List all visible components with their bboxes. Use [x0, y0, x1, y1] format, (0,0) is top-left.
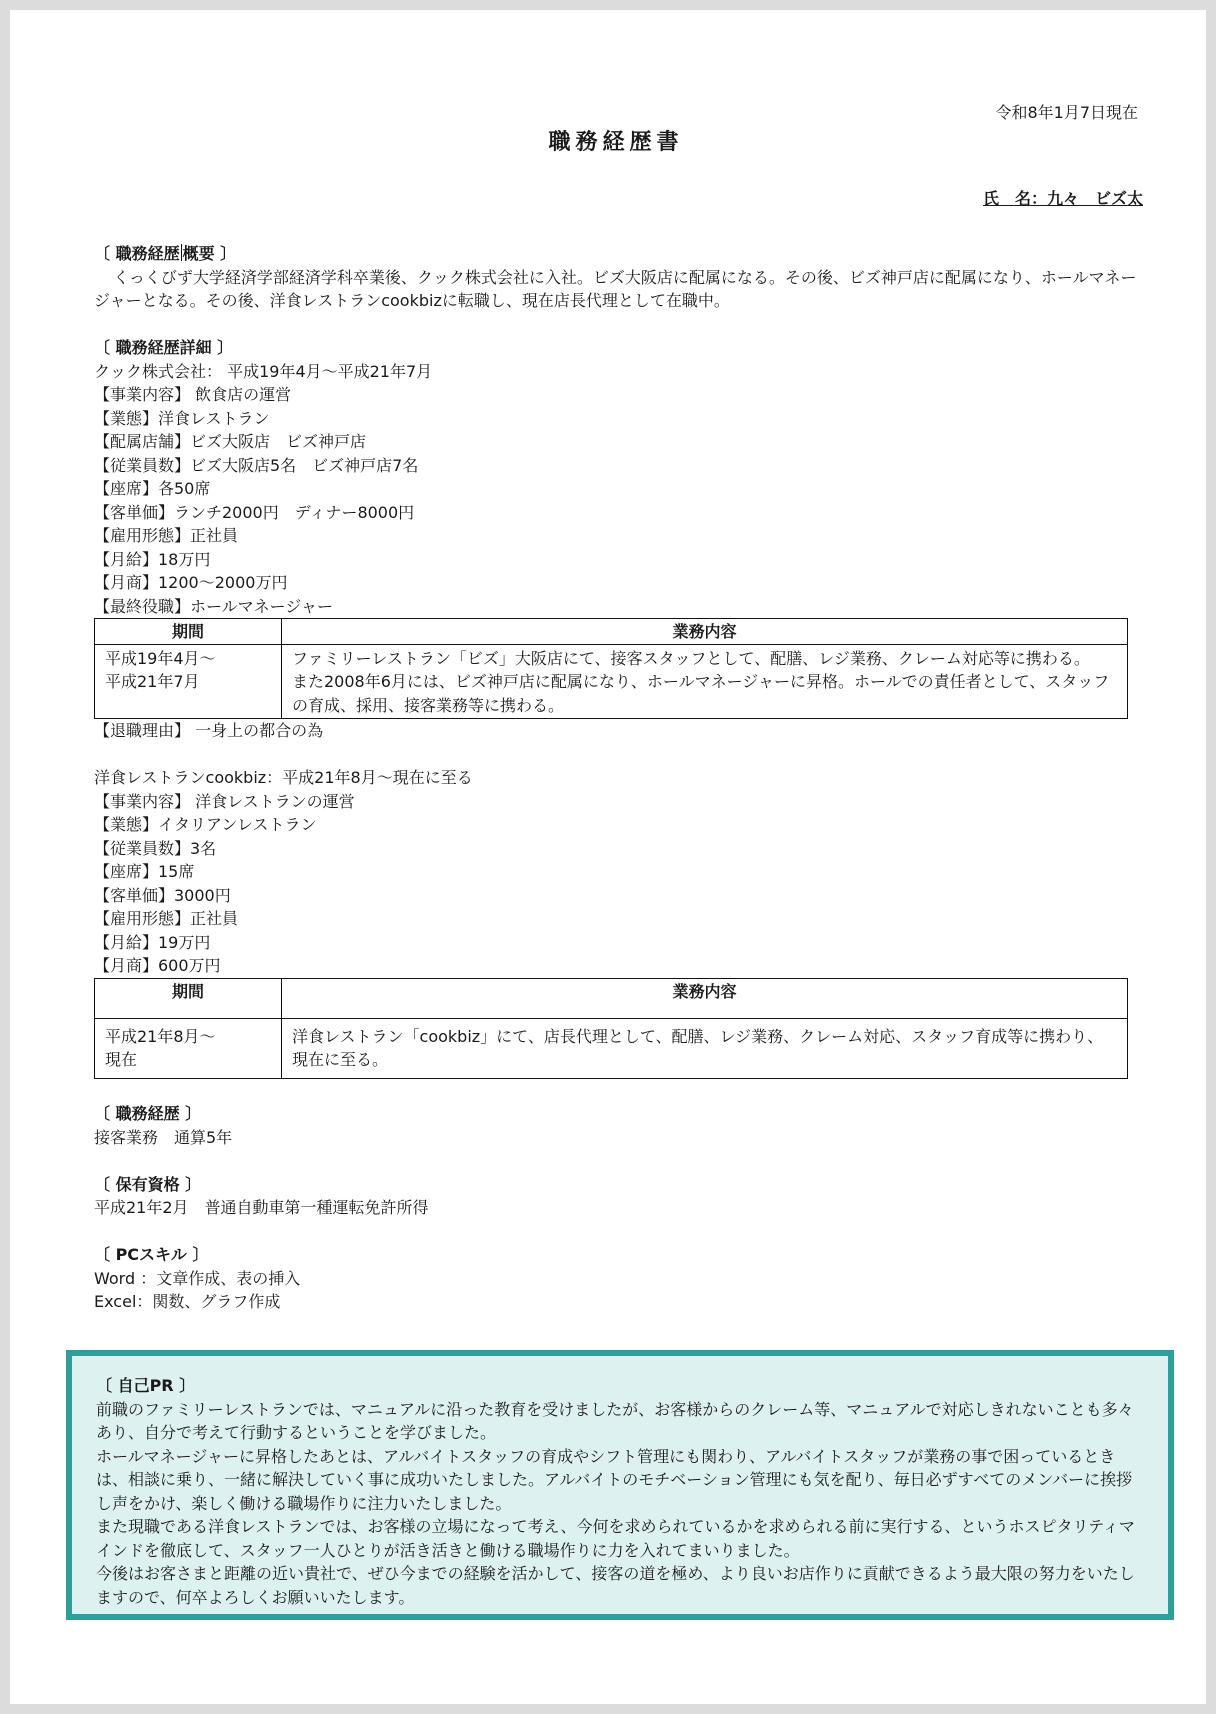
content-cell [282, 1018, 1128, 1078]
experience-text: 接客業務 通算5年 [94, 1127, 233, 1147]
company2-info-line: 【従業員数】3名 [94, 838, 217, 858]
period-end: 現在 [105, 1050, 138, 1069]
company1-career-table [94, 618, 1128, 719]
document-page [10, 10, 1206, 1704]
company1-info-line: 【配属店舗】ビズ大阪店 ビズ神戸店 [94, 432, 367, 451]
spacer [94, 1220, 1138, 1244]
summary-heading-part2: 概要 〕 [182, 244, 237, 263]
company2-info-line: 【客単価】3000円 [94, 885, 231, 905]
table-header-row [95, 978, 1128, 1018]
text-cursor [181, 244, 182, 261]
document-title: 職務経歴書 [548, 130, 684, 155]
period-start: 平成19年4月～ [105, 648, 216, 668]
content-paragraph: また2008年6月には、ビズ神戸店に配属になり、ホールマネージャーに昇格。ホールでの責任者として、スタッフの育成、採用、接客業務等に携わる。 [292, 672, 1110, 715]
pc-skill-line: Excel：関数、グラフ作成 [94, 1292, 281, 1311]
company2-career-table [94, 978, 1128, 1079]
company1-header: クック株式会社： 平成19年4月～平成21年7月 [94, 361, 433, 381]
period-end: 平成21年7月 [105, 672, 200, 691]
self-pr-paragraph: 今後はお客さまと距離の近い貴社で、ぜひ今までの経験を活かして、接客の道を極め、より良いお店作りに貢献できるよう最大限の努力をいたしますので、何卒よろしくお願いいたします。 [96, 1564, 1135, 1607]
company2-info-line: 【業態】イタリアンレストラン [94, 815, 317, 834]
content-paragraph: 洋食レストラン「cookbiz」にて、店長代理として、配膳、レジ業務、クレーム対応、スタッフ育成等に携わり、現在に至る。 [292, 1026, 1104, 1069]
company1-resignation: 【退職理由】 一身上の都合の為 [94, 721, 324, 740]
company2-info-line: 【座席】15席 [94, 862, 195, 881]
pc-skills-heading: 〔 PCスキル 〕 [94, 1245, 209, 1264]
period-cell [95, 1018, 282, 1078]
company1-info-line: 【月商】1200～2000万円 [94, 573, 288, 592]
self-pr-paragraph: また現職である洋食レストランでは、お客様の立場になって考え、今何を求められているかを求められる前に実行する、というホスピタリティマインドを徹底して、スタッフ一人ひとりが活き活きと働ける職場作りに力を入れてまいりました。 [96, 1517, 1135, 1560]
applicant-name: 氏 名：九々 ビズ太 [982, 189, 1143, 208]
company2-header: 洋食レストランcookbiz：平成21年8月～現在に至る [94, 768, 473, 787]
company2-info-list [94, 790, 1138, 978]
table-row [95, 1018, 1128, 1078]
qualifications-text: 平成21年2月 普通自動車第一種運転免許所得 [94, 1198, 429, 1217]
document-date: 令和8年1月7日現在 [995, 103, 1138, 122]
table-header-row [95, 619, 1128, 645]
spacer [94, 313, 1138, 337]
content-paragraph: ファミリーレストラン「ビズ」大阪店にて、接客スタッフとして、配膳、レジ業務、クレーム対応等に携わる。 [292, 648, 1090, 668]
company1-info-list [94, 383, 1138, 618]
details-heading: 〔 職務経歴詳細 〕 [94, 338, 234, 357]
qualifications-heading: 〔 保有資格 〕 [94, 1174, 202, 1194]
summary-heading [94, 242, 1138, 266]
company1-info-line: 【最終役職】ホールマネージャー [94, 596, 334, 616]
company1-info-line: 【業態】洋食レストラン [94, 408, 270, 428]
summary-heading-part1: 〔 職務経歴 [94, 244, 180, 263]
company1-info-line: 【事業内容】 飲食店の運営 [94, 385, 292, 404]
period-start: 平成21年8月～ [105, 1026, 216, 1046]
experience-heading: 〔 職務経歴 〕 [94, 1104, 202, 1123]
company2-info-line: 【月給】19万円 [94, 932, 211, 952]
company1-info-line: 【月給】18万円 [94, 549, 211, 569]
spacer [94, 743, 1138, 767]
self-pr-paragraph: 前職のファミリーレストランでは、マニュアルに沿った教育を受けましたが、お客様からのクレーム等、マニュアルで対応しきれないことも多々あり、自分で考えて行動するということを学びました。 [96, 1399, 1134, 1442]
company2-info-line: 【雇用形態】正社員 [94, 909, 239, 928]
content-column-header: 業務内容 [282, 978, 1128, 1018]
spacer [94, 1149, 1138, 1173]
pc-skill-line: Word ：文章作成、表の挿入 [94, 1268, 301, 1288]
summary-text: くっくびず大学経済学部経済学科卒業後、クック株式会社に入社。ビズ大阪店に配属になる。その後、ビズ神戸店に配属になり、ホールマネージャーとなる。その後、洋食レストランcookbizに転職し、現在店長代理として在職中。 [94, 267, 1137, 310]
table-row [95, 644, 1128, 719]
company1-info-line: 【雇用形態】正社員 [94, 526, 239, 545]
period-column-header: 期間 [95, 619, 282, 645]
company1-info-line: 【客単価】ランチ2000円 ディナー8000円 [94, 502, 415, 522]
period-column-header: 期間 [95, 978, 282, 1018]
self-pr-heading: 〔 自己PR 〕 [96, 1376, 196, 1395]
document-content [94, 242, 1138, 1314]
company2-info-line: 【事業内容】 洋食レストランの運営 [94, 791, 355, 811]
company1-info-line: 【従業員数】ビズ大阪店5名 ビズ神戸店7名 [94, 455, 419, 475]
self-pr-content [96, 1374, 1142, 1609]
company2-info-line: 【月商】600万円 [94, 956, 221, 975]
content-column-header: 業務内容 [282, 619, 1128, 645]
company1-info-line: 【座席】各50席 [94, 479, 211, 498]
self-pr-paragraph: ホールマネージャーに昇格したあとは、アルバイトスタッフの育成やシフト管理にも関わり、アルバイトスタッフが業務の事で困っているときは、相談に乗り、一緒に解決していく事に成功いたしました。アルバイトのモチベーション管理にも気を配り、毎日必ずすべてのメンバーに挨拶し声をかけ、楽しく働ける職場作りに注力いたしました。 [96, 1446, 1133, 1513]
spacer [94, 1079, 1138, 1103]
content-cell [282, 644, 1128, 719]
self-pr-box [66, 1350, 1174, 1620]
period-cell [95, 644, 282, 719]
